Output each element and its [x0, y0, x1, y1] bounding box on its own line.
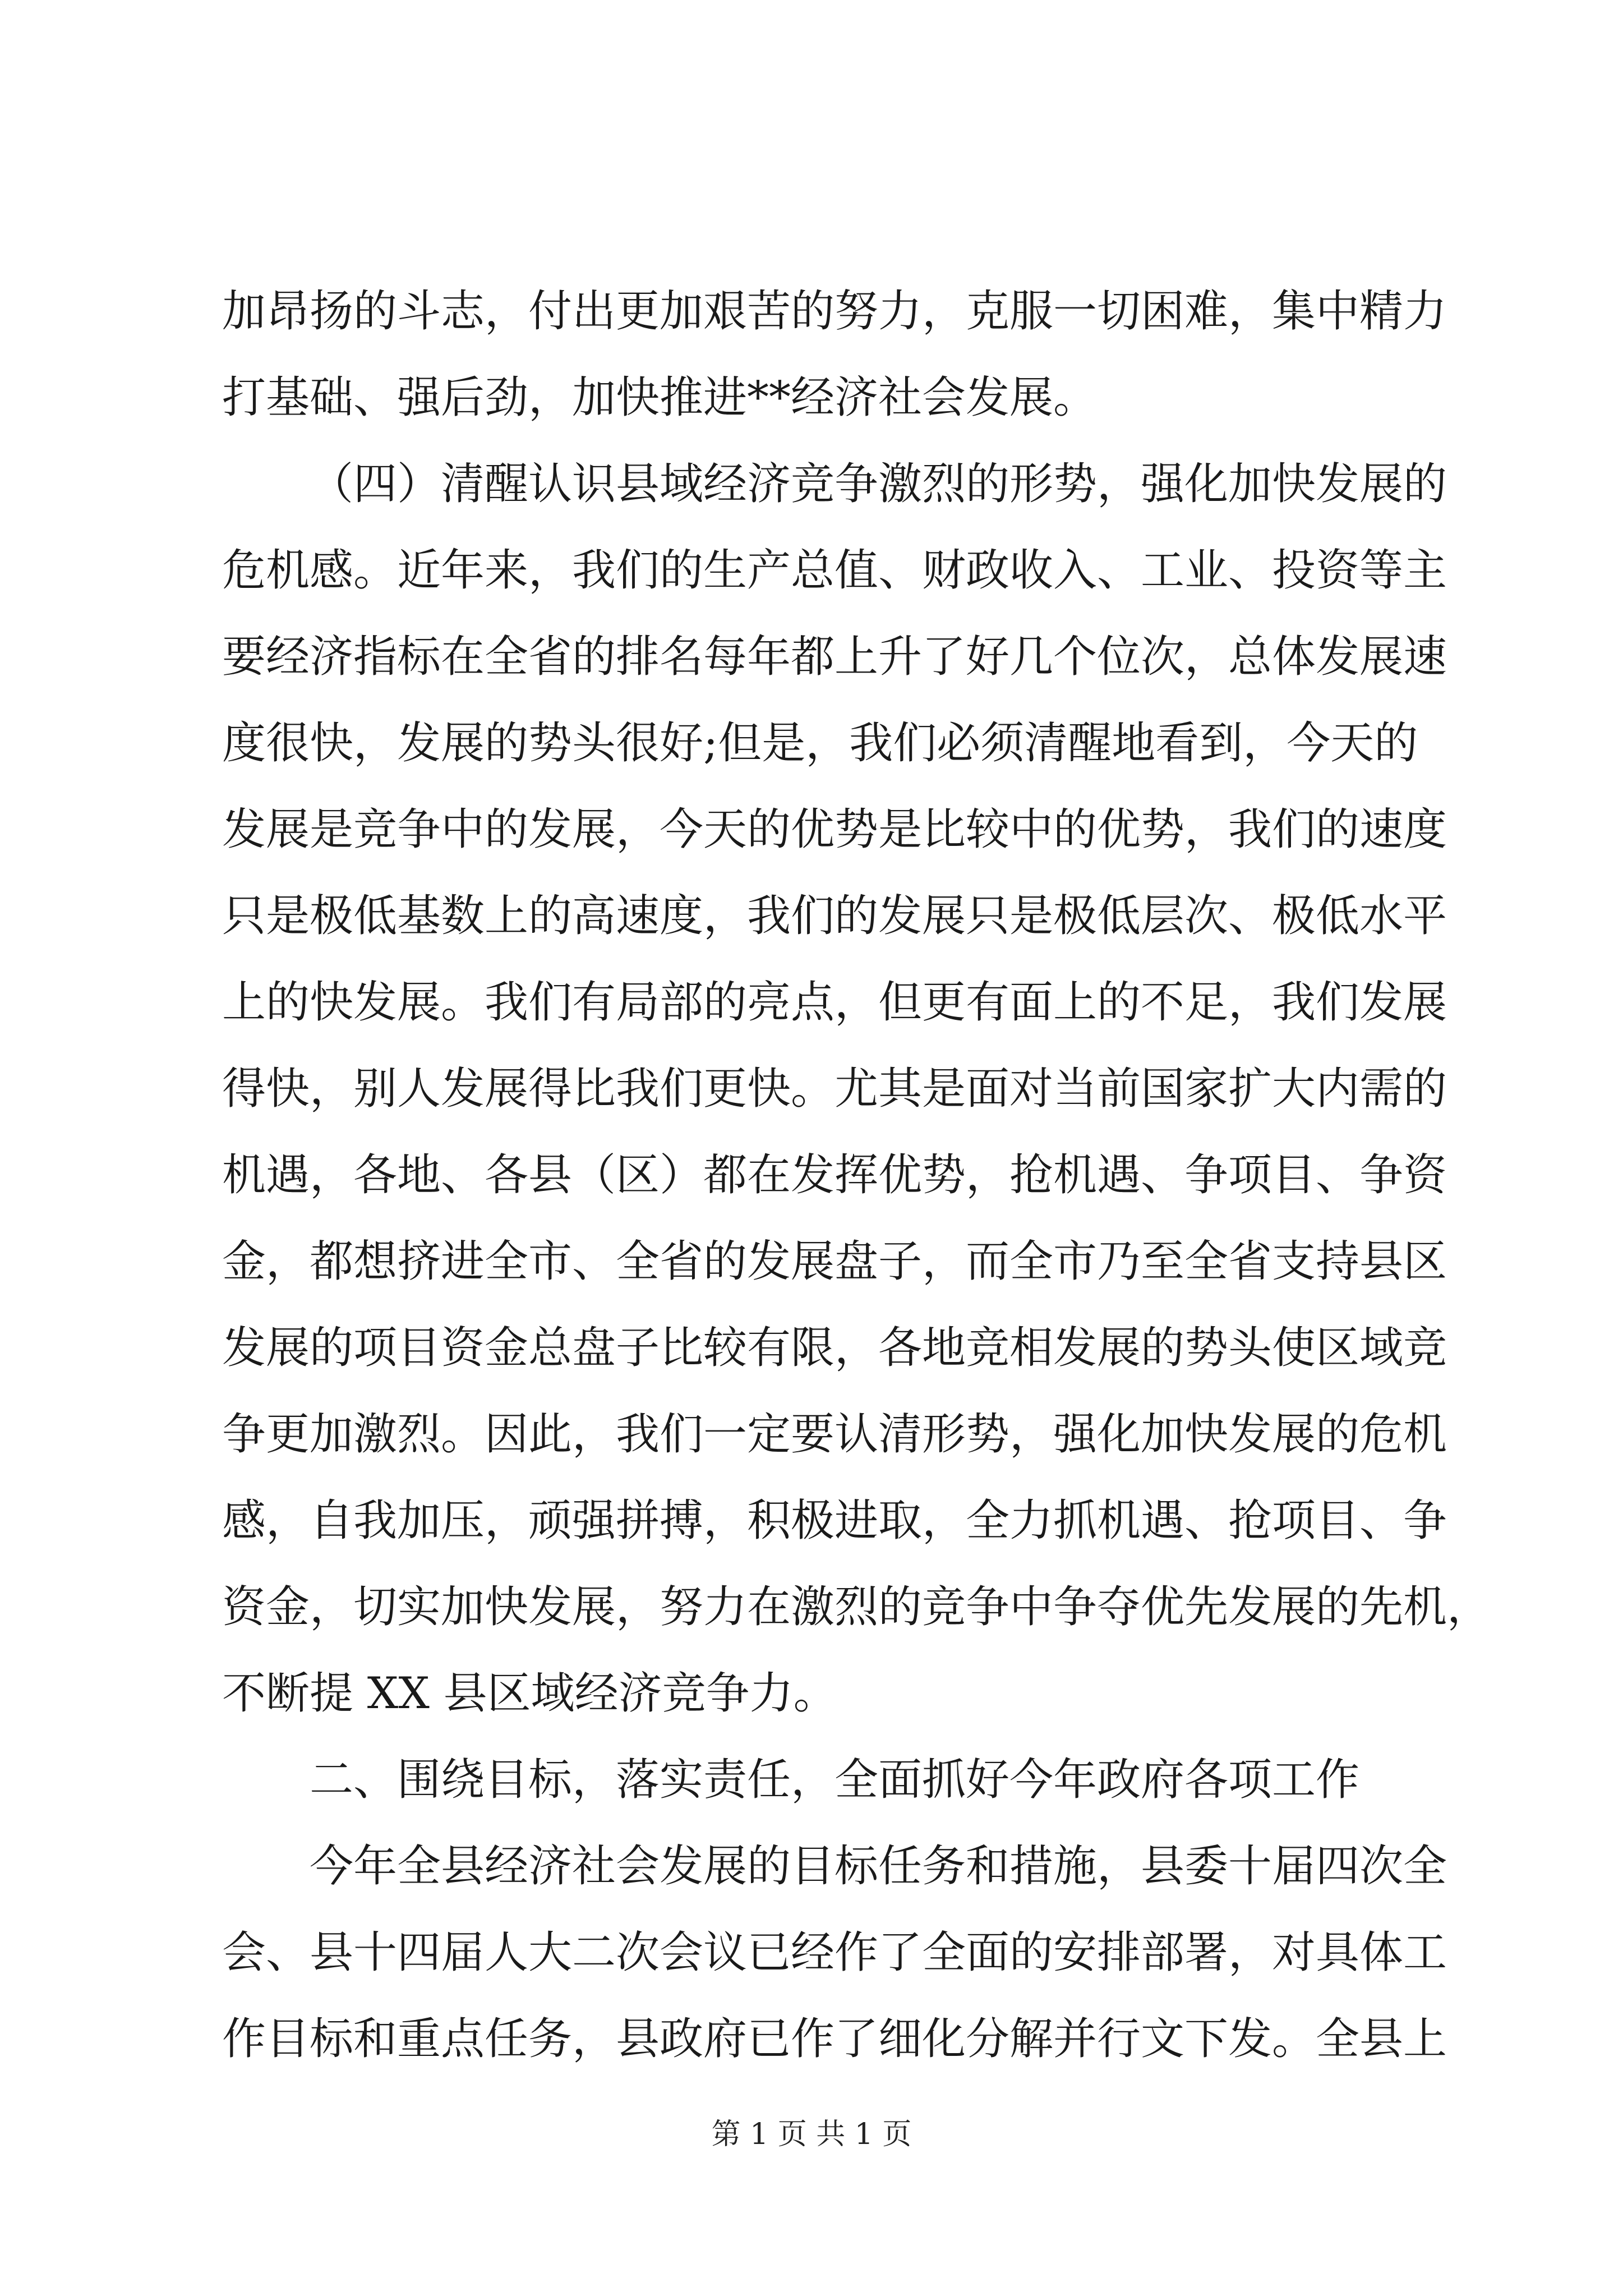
paragraph-line: 得快，别人发展得比我们更快。尤其是面对当前国家扩大内需的	[222, 1064, 1447, 1114]
paragraph-line: 今年全县经济社会发展的目标任务和措施，县委十届四次全	[310, 1841, 1447, 1892]
paragraph-line: 发展的项目资金总盘子比较有限，各地竞相发展的势头使区域竞	[222, 1323, 1447, 1373]
paragraph-line: 机遇，各地、各县（区）都在发挥优势，抢机遇、争项目、争资	[222, 1150, 1447, 1200]
paragraph-line: 会、县十四届人大二次会议已经作了全面的安排部署，对具体工	[222, 1927, 1447, 1978]
paragraph-line: 不断提 XX 县区域经济竞争力。	[222, 1668, 837, 1719]
paragraph-line: 发展是竞争中的发展，今天的优势是比较中的优势，我们的速度	[222, 804, 1447, 855]
page-footer: 第 1 页 共 1 页	[711, 2118, 912, 2151]
paragraph-line: 上的快发展。我们有局部的亮点，但更有面上的不足，我们发展	[222, 977, 1447, 1028]
paragraph-line: 要经济指标在全省的排名每年都上升了好几个位次，总体发展速	[222, 632, 1447, 682]
paragraph-line: 危机感。近年来，我们的生产总值、财政收入、工业、投资等主	[222, 545, 1447, 596]
document-body	[222, 268, 1491, 2082]
paragraph-line: 度很快，发展的势头很好;但是，我们必须清醒地看到，今天的	[222, 718, 1418, 769]
section-heading-line: （四）清醒认识县域经济竞争激烈的形势，强化加快发展的	[310, 459, 1447, 509]
paragraph-line: 感，自我加压，顽强拼搏，积极进取，全力抓机遇、抢项目、争	[222, 1496, 1447, 1546]
paragraph-line: 作目标和重点任务，县政府已作了细化分解并行文下发。全县上	[222, 2014, 1447, 2064]
paragraph-line: 打基础、强后劲，加快推进**经济社会发展。	[222, 372, 1098, 423]
paragraph-line: 争更加激烈。因此，我们一定要认清形势，强化加快发展的危机	[222, 1409, 1447, 1460]
paragraph-line: 加昂扬的斗志，付出更加艰苦的努力，克服一切困难，集中精力	[222, 286, 1447, 337]
paragraph-line: 只是极低基数上的高速度，我们的发展只是极低层次、极低水平	[222, 891, 1447, 941]
paragraph-line: 金，都想挤进全市、全省的发展盘子，而全市乃至全省支持县区	[222, 1236, 1447, 1287]
section-heading-line: 二、围绕目标，落实责任，全面抓好今年政府各项工作	[310, 1755, 1360, 1805]
paragraph-line: 资金，切实加快发展，努力在激烈的竞争中争夺优先发展的先机，	[222, 1582, 1491, 1632]
